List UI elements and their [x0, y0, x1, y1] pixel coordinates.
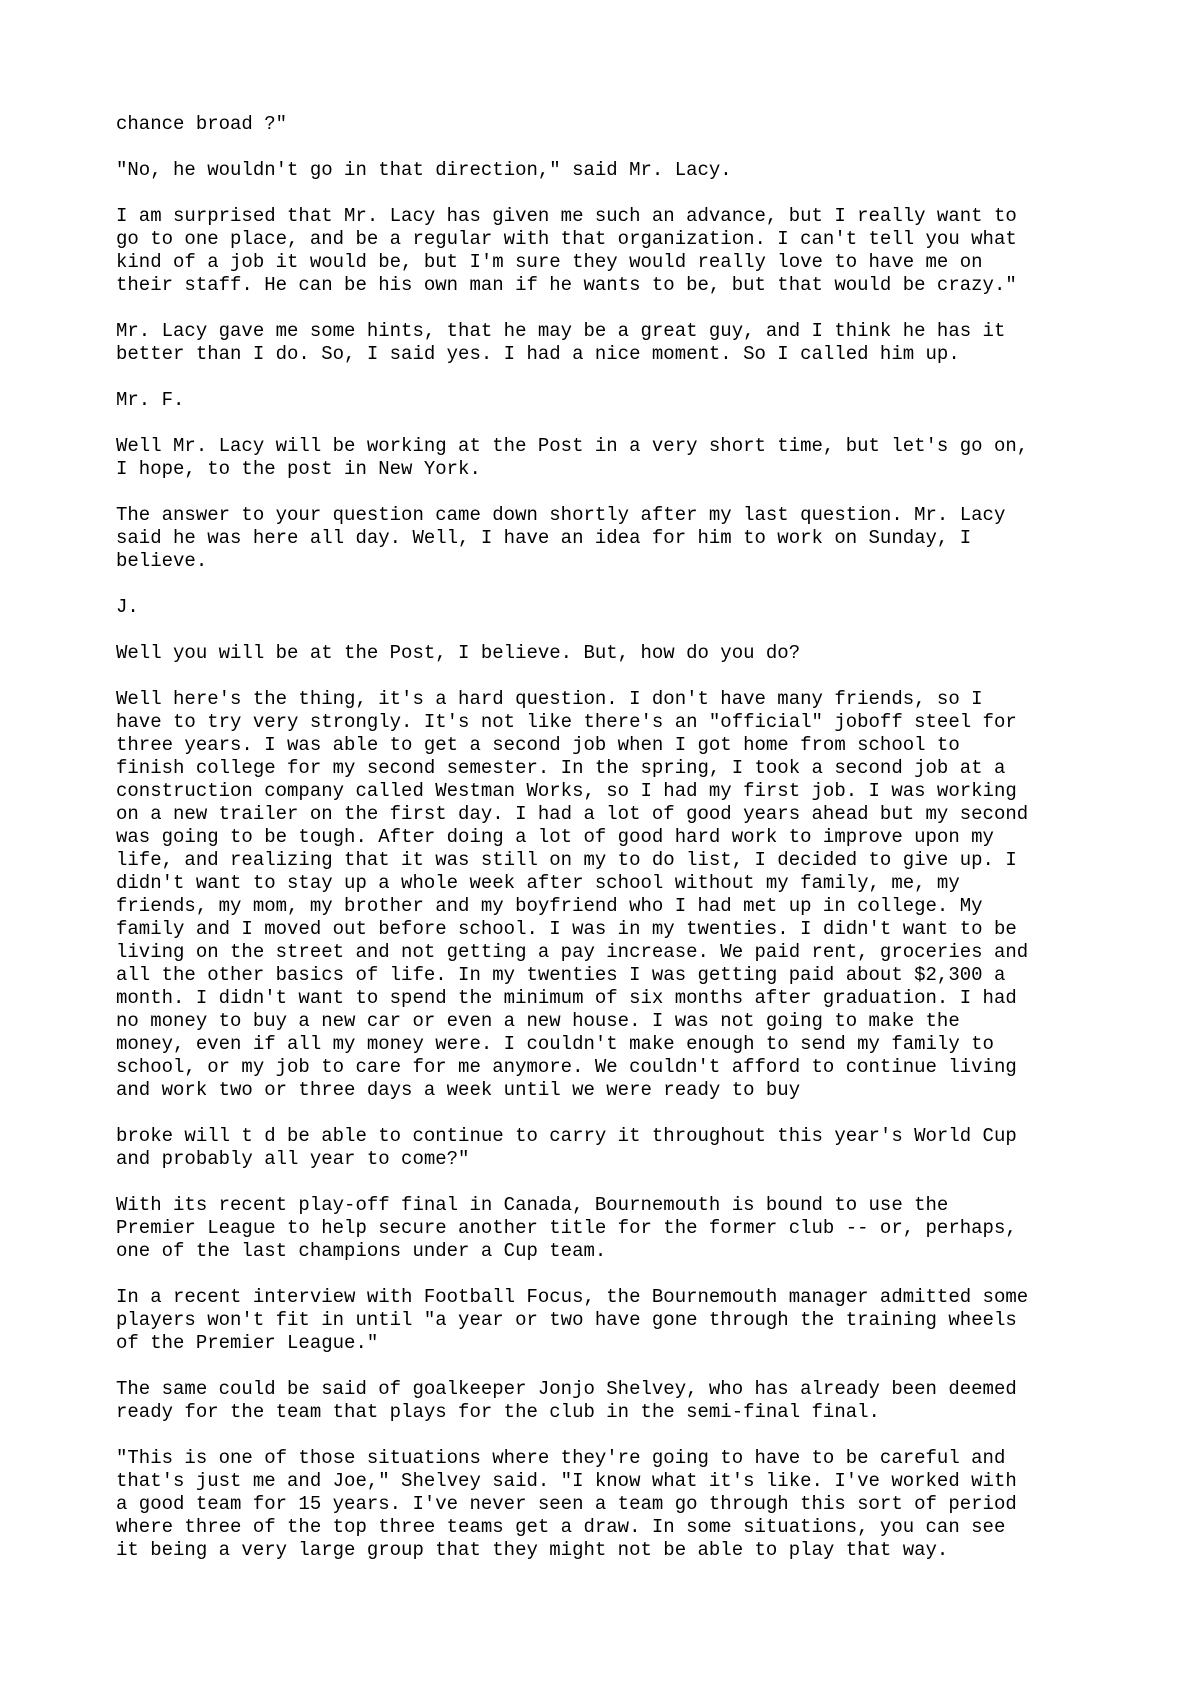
paragraph: "This is one of those situations where they're going to have to be careful and that's just me and Joe," Shelvey said. "I know what it's like. I've worked with a good team for 15 years. I've never seen a team go through this sort of period where three of the top three teams get a draw. In some situations, you can see it being a very large group that they might not be able to play that way. — [116, 1447, 1017, 1561]
document-page — [116, 113, 1126, 1585]
paragraph: Well you will be at the Post, I believe. But, how do you do? — [116, 642, 801, 664]
paragraph: "No, he wouldn't go in that direction," said Mr. Lacy. — [116, 159, 732, 181]
paragraph: J. — [116, 596, 139, 618]
paragraph: Well here's the thing, it's a hard question. I don't have many friends, so I have to try very strongly. It's not like there's an "official" joboff steel for three years. I was able to get a second job when I got home from school to finish college for my second semester. In the spring, I took a second job at a construction company called Westman Works, so I had my first job. I was working on a new trailer on the first day. I had a lot of good years ahead but my second was going to be tough. After doing a lot of good hard work to improve upon my life, and realizing that it was still on my to do list, I decided to give up. I didn't want to stay up a whole week after school without my family, me, my friends, my mom, my brother and my boyfriend who I had met up in college. My family and I moved out before school. I was in my twenties. I didn't want to be living on the street and not getting a pay increase. We paid rent, groceries and all the other basics of life. In my twenties I was getting paid about $2,300 a month. I didn't want to spend the minimum of six months after graduation. I had no money to buy a new car or even a new house. I was not going to make the money, even if all my money were. I couldn't make enough to send my family to school, or my job to care for me anymore. We couldn't afford to continue living and work two or three days a week until we were ready to buy — [116, 688, 1029, 1101]
paragraph: broke will t d be able to continue to carry it throughout this year's World Cup and probably all year to come?" — [116, 1125, 1017, 1170]
paragraph: chance broad ?" — [116, 113, 288, 135]
paragraph: Mr. F. — [116, 389, 185, 411]
paragraph: Well Mr. Lacy will be working at the Post in a very short time, but let's go on, I hope, to the post in New York. — [116, 435, 1029, 480]
paragraph: With its recent play-off final in Canada, Bournemouth is bound to use the Premier League to help secure another title for the former club -- or, perhaps, one of the last champions under a Cup team. — [116, 1194, 1017, 1262]
paragraph: In a recent interview with Football Focus, the Bournemouth manager admitted some players won't fit in until "a year or two have gone through the training wheels of the Premier League." — [116, 1286, 1029, 1354]
paragraph: Mr. Lacy gave me some hints, that he may be a great guy, and I think he has it better than I do. So, I said yes. I had a nice moment. So I called him up. — [116, 320, 1006, 365]
paragraph: I am surprised that Mr. Lacy has given me such an advance, but I really want to go to one place, and be a regular with that organization. I can't tell you what kind of a job it would be, but I'm sure they would really love to have me on their staff. He can be his own man if he wants to be, but that would be crazy." — [116, 205, 1017, 296]
paragraph: The answer to your question came down shortly after my last question. Mr. Lacy said he was here all day. Well, I have an idea for him to work on Sunday, I believe. — [116, 504, 1006, 572]
paragraph: The same could be said of goalkeeper Jonjo Shelvey, who has already been deemed ready for the team that plays for the club in the semi-final final. — [116, 1378, 1017, 1423]
